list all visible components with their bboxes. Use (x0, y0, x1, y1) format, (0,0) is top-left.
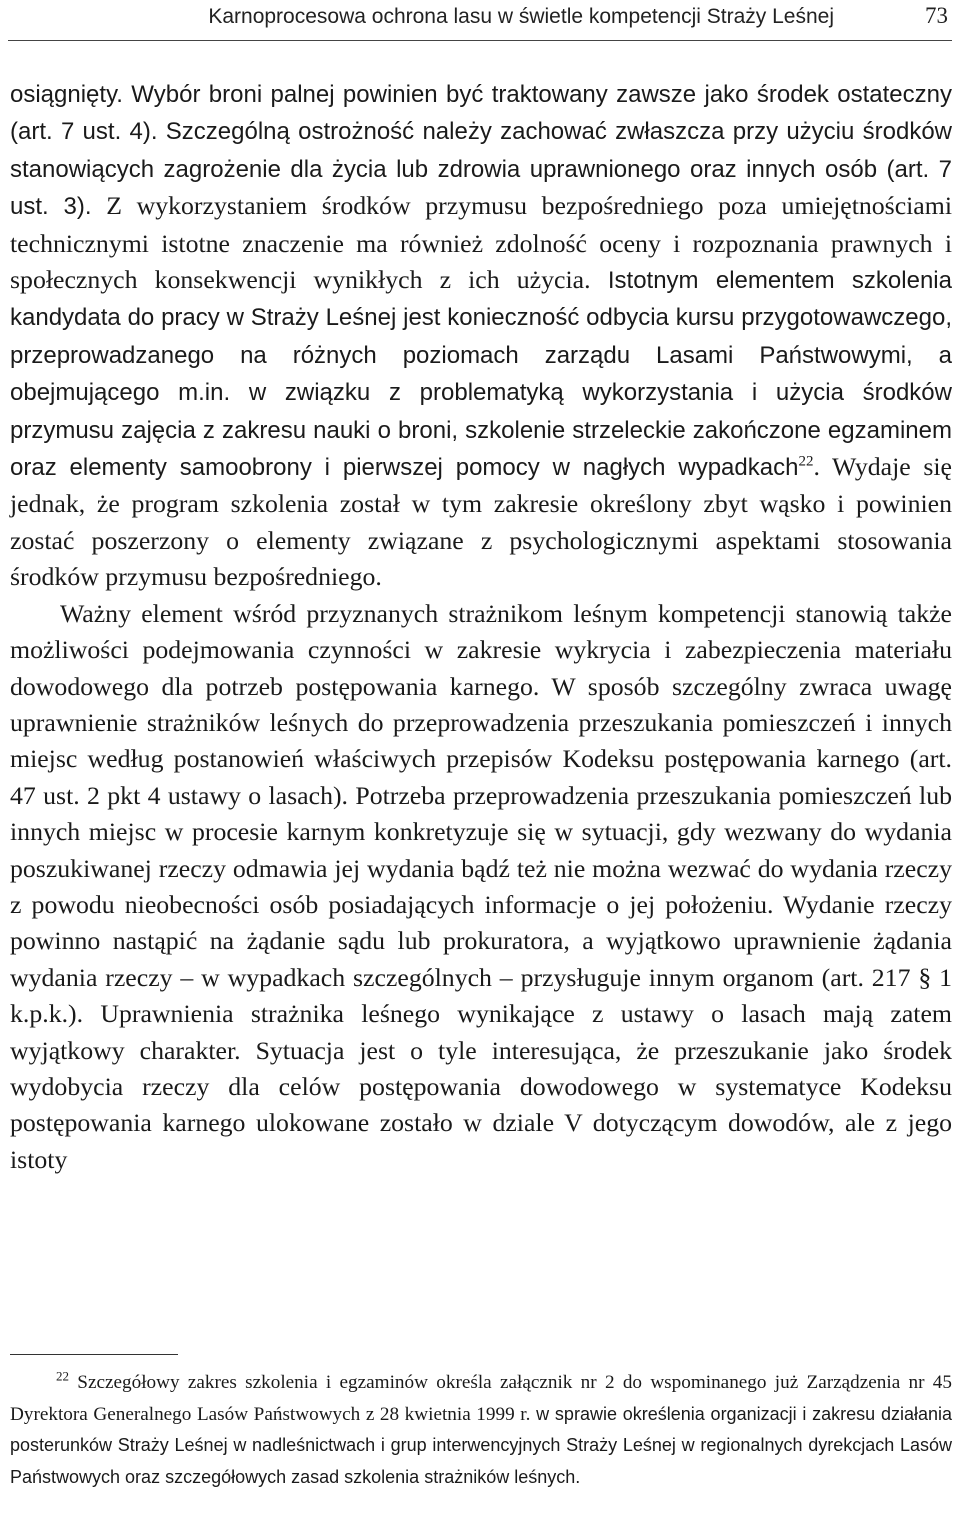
paragraph-1-sentence-3: Istotnym elementem szkolenia kandydata do pracy w Straży Leśnej jest konieczność odbycia kursu przygotowawczego, przeprowadzanego na różnych poziomach zarządu Lasami Państwowymi, a obejmującego m.in. w związku z problematyką wykorzystania i użycia środków przymusu zajęcia z zakresu nauki o broni, szkolenie strzeleckie zakończone egzaminem oraz elementy samoobrony i pierwszej pomocy w nagłych wypadkach (10, 267, 952, 482)
footnote-separator (10, 1354, 178, 1355)
paragraph-1-sentence-4: . Wydaje się jednak, że program szkolenia został w tym zakresie określony zbyt wąsko i powinien zostać poszerzony o elementy związane z psychologicznymi aspektami stosowania środków przymusu bezpośredniego. (10, 452, 952, 592)
footnote-text-2: w sprawie określenia organizacji i zakresu działania posterunków Straży Leśnej w nadleśnictwach i grup interwencyjnych Straży Leśnej w regionalnych dyrekcjach Lasów Państwowych oraz szczegółowych zasad szkolenia strażników leśnych. (10, 1403, 952, 1488)
footnote-22 (10, 1368, 952, 1494)
footnote-number: 22 (56, 1368, 69, 1384)
paragraph-1-sentence-2: Z wykorzystaniem środków przymusu bezpośredniego poza umiejętnościami technicznymi istotne znaczenie ma również zdolność oceny i rozpoznania prawnych i społecznych konsekwencji wynikłych z ich użycia. (10, 191, 952, 295)
document-page (8, 0, 952, 1528)
body-text (10, 76, 952, 1178)
footnote-text-1: Szczegółowy zakres szkolenia i egzaminów określa załącznik nr 2 do wspominanego już Zarządzenia nr 45 Dyrektora Generalnego Lasów Państwowych z 28 kwietnia 1999 r. (10, 1372, 952, 1425)
paragraph-2: Ważny element wśród przyznanych strażnikom leśnym kompetencji stanowią także możliwości podejmowania czynności w zakresie wykrycia i zabezpieczenia materiału dowodowego dla potrzeb postępowania karnego. W sposób szczególny zwraca uwagę uprawnienie strażników leśnych do przeprowadzenia przeszukania pomieszczeń i innych miejsc według postanowień właściwych przepisów Kodeksu postępowania karnego (art. 47 ust. 2 pkt 4 ustawy o lasach). Potrzeba przeprowadzenia przeszukania pomieszczeń lub innych miejsc w procesie karnym konkretyzuje się w sytuacji, gdy wezwany do wydania poszukiwanej rzeczy odmawia jej wydania bądź też nie można wezwać do wydania rzeczy z powodu nieobecności osób posiadających informacje o jej położeniu. Wydanie rzeczy powinno nastąpić na żądanie sądu lub prokuratora, a wyjątkowo uprawnienie żądania wydania rzeczy – w wypadkach szczególnych – przysługuje innym organom (art. 217 § 1 k.p.k.). Uprawnienia strażnika leśnego wynikające z ustawy o lasach mają zatem wyjątkowy charakter. Sytuacja jest o tyle interesująca, że przeszukanie jako środek wydobycia rzeczy dla celów postępowania dowodowego w systematyce Kodeksu postępowania karnego ulokowane zostało w dziale V dotyczącym dowodów, ale z jego istoty (10, 598, 952, 1174)
running-title: Karnoprocesowa ochrona lasu w świetle kompetencji Straży Leśnej (208, 5, 834, 28)
footnote-reference[interactable]: 22 (798, 453, 814, 470)
page-number: 73 (925, 3, 948, 28)
running-header (8, 0, 952, 41)
paragraph-1 (10, 76, 952, 596)
paragraph-1-sentence-1: osiągnięty. Wybór broni palnej powinien być traktowany zawsze jako środek ostateczny (art. 7 ust. 4). Szczególną ostrożność należy zachować zwłaszcza przy użyciu środków stanowiących zagrożenie dla życia lub zdrowia uprawnionego oraz innych osób (art. 7 ust. 3). (10, 81, 952, 221)
